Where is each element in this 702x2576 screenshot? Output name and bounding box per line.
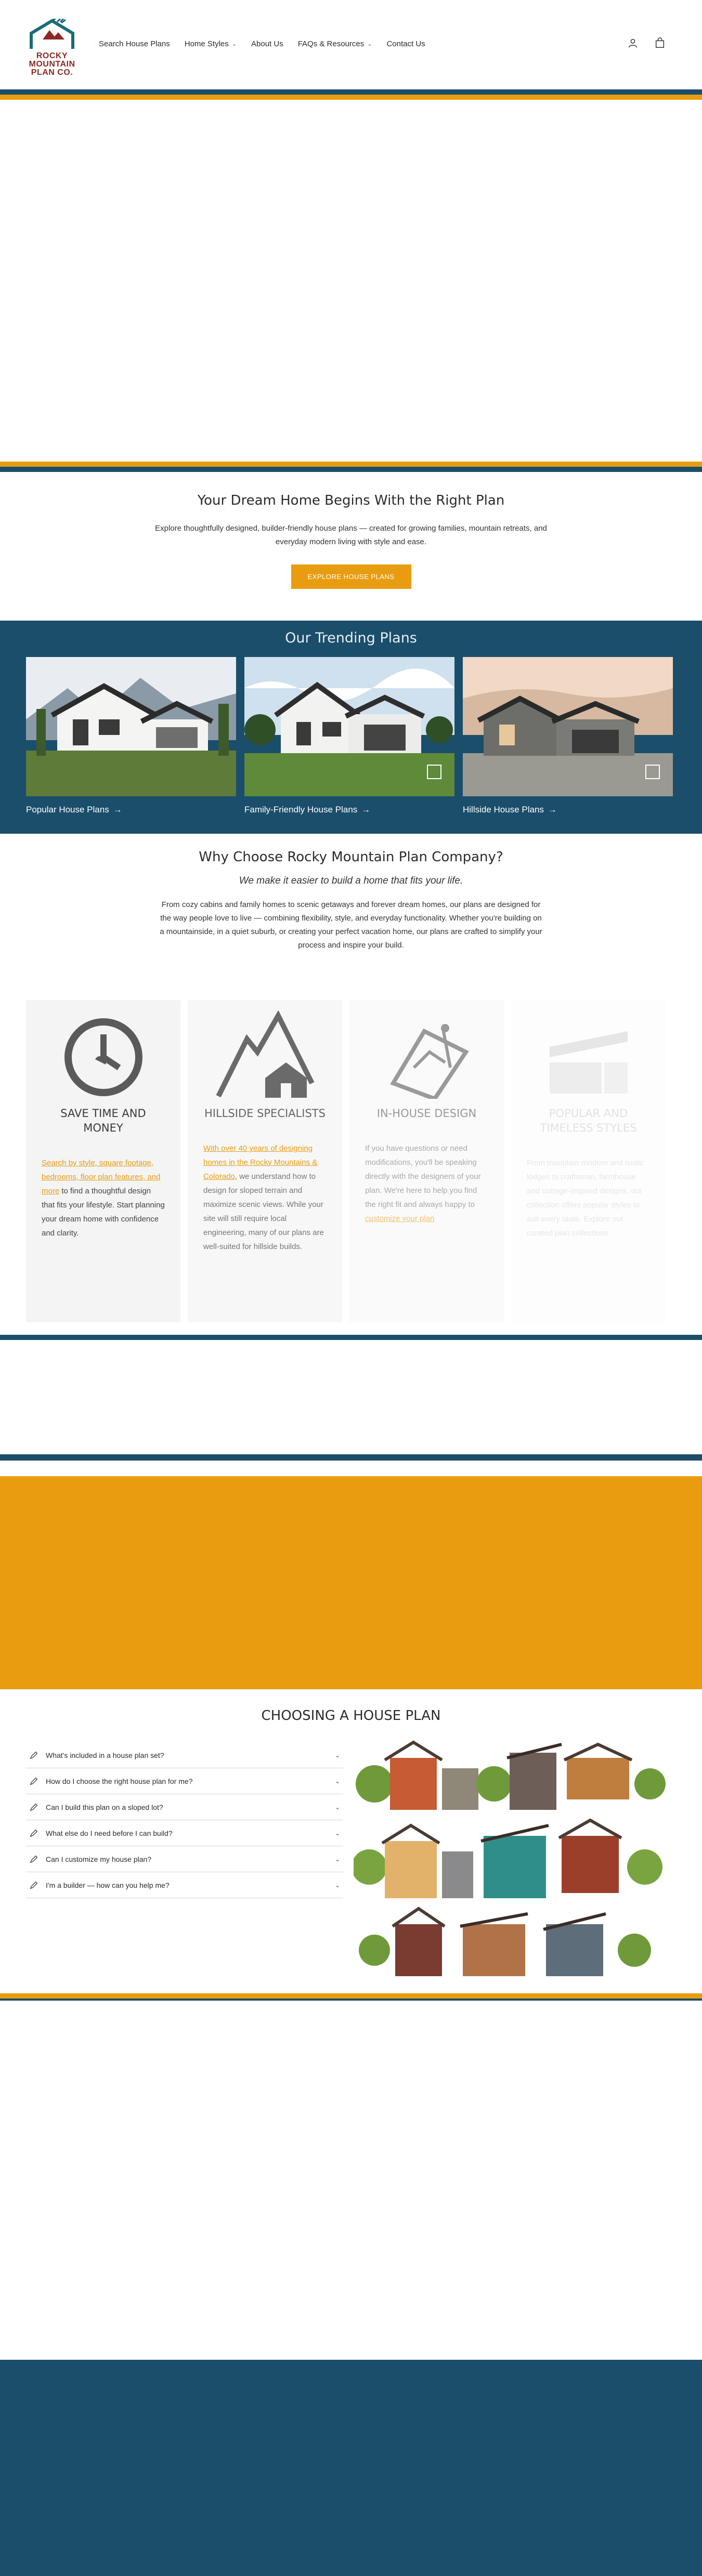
logo-line-1: ROCKY <box>36 51 68 60</box>
trending-section <box>0 621 702 834</box>
card-label-text: Hillside House Plans <box>463 805 544 814</box>
nav-label: Search House Plans <box>99 40 170 48</box>
feature-title: SAVE TIME AND MONEY <box>60 1107 146 1134</box>
feature-text-body: to find a thoughtful design that fits your lifestyle. Start planning your dream home with confidence and clarity. <box>42 1187 165 1238</box>
pencil-icon <box>29 1881 38 1890</box>
main-nav <box>99 40 425 48</box>
chevron-down-icon: ⌄ <box>334 1751 340 1759</box>
nav-label: About Us <box>251 40 283 48</box>
pencil-icon <box>29 1803 38 1812</box>
rocky-mountains-link[interactable]: With over 40 years of designing homes in the Rocky Mountains & Colorado <box>203 1144 318 1181</box>
logo[interactable] <box>26 19 78 76</box>
logo-text <box>26 52 78 77</box>
chevron-down-icon: ⌄ <box>334 1803 340 1811</box>
faq-item[interactable] <box>26 1846 343 1872</box>
pencil-icon <box>29 1751 38 1760</box>
arrow-right-icon: → <box>361 805 371 814</box>
feature-save-time <box>26 1000 180 1322</box>
chevron-down-icon: ⌄ <box>334 1829 340 1837</box>
hero-stripe <box>0 462 702 472</box>
chevron-down-icon: ⌄ <box>334 1855 340 1863</box>
stripe-gold <box>0 1993 702 1999</box>
feature-text-body: , we understand how to design for sloped terrain and maximize scenic views. While your site will still require local engineering, many of our plans are well-suited for hillside builds. <box>203 1172 324 1251</box>
bottom-navy-section <box>0 2360 702 2576</box>
trending-cards <box>26 657 673 815</box>
card-hillside[interactable] <box>463 657 673 815</box>
card-label[interactable] <box>463 805 673 815</box>
cart-icon[interactable] <box>654 37 666 49</box>
intro-section <box>0 477 702 621</box>
feature-cards <box>26 1000 666 1322</box>
faq-item[interactable] <box>26 1768 343 1794</box>
clock-icon <box>42 1000 165 1099</box>
faq-question: Can I build this plan on a sloped lot? <box>46 1803 163 1811</box>
pencil-icon <box>29 1855 38 1864</box>
card-image[interactable] <box>463 657 673 796</box>
search-by-style-link[interactable]: Search by style, square footage, bedrooms, floor plan features, and more <box>42 1159 161 1195</box>
faq-question: How do I choose the right house plan for me? <box>46 1777 193 1785</box>
account-icon[interactable] <box>627 37 639 49</box>
nav-label: Contact Us <box>386 40 425 48</box>
arrow-right-icon: → <box>548 805 557 814</box>
nav-home-styles[interactable] <box>185 40 237 48</box>
stripe-gold <box>0 95 702 100</box>
nav-label: Home Styles <box>184 40 229 48</box>
card-image[interactable] <box>26 657 236 796</box>
feature-title: IN-HOUSE DESIGN <box>376 1107 477 1120</box>
pre-gold-stripe <box>0 1454 702 1461</box>
house-sketches-image <box>354 1737 671 1981</box>
trending-title: Our Trending Plans <box>285 630 417 646</box>
logo-house-icon <box>26 19 78 50</box>
why-tagline: We make it easier to build a home that fits your life. <box>239 875 463 886</box>
pencil-icon <box>29 1829 38 1838</box>
faq-question: What's included in a house plan set? <box>46 1751 164 1759</box>
site-header <box>0 0 702 89</box>
card-label-text: Family-Friendly House Plans <box>244 805 358 814</box>
faq-question: Can I customize my house plan? <box>46 1855 152 1863</box>
header-stripe <box>0 89 702 100</box>
faq-question: I'm a builder — how can you help me? <box>46 1881 170 1889</box>
nav-contact-us[interactable] <box>386 40 425 48</box>
blank-section-2 <box>0 2006 702 2355</box>
feature-text: From mountain modern and rustic lodges to craftsman, farmhouse and cottage-inspired designs, our collection offers popular styles to suit every taste. Explore our curated plan collections. <box>527 1159 644 1238</box>
nav-search-house-plans[interactable] <box>99 40 170 48</box>
feature-text <box>365 1141 488 1226</box>
arrow-right-icon: → <box>113 805 122 814</box>
nav-label: FAQs & Resources <box>297 40 365 48</box>
faq-stripe <box>0 1993 702 2001</box>
why-stripe <box>0 1335 702 1340</box>
house-styles-icon <box>527 1000 650 1099</box>
chevron-down-icon: ⌄ <box>367 41 372 47</box>
feature-title: POPULAR AND TIMELESS STYLES <box>540 1107 637 1134</box>
customize-your-plan-link[interactable]: customize your plan <box>365 1214 435 1223</box>
faq-section <box>0 1689 702 1993</box>
why-title: Why Choose Rocky Mountain Plan Company? <box>199 849 503 865</box>
card-label[interactable] <box>244 805 454 815</box>
stripe-navy <box>0 89 702 95</box>
pencil-icon <box>29 1777 38 1786</box>
why-body: From cozy cabins and family homes to scenic getaways and forever dream homes, our plans are designed for the way people love to live — combining flexibility, style, and everyday functionality. Whether you're building on a mountainside, in a quiet suburb, or creating your perfect vacation home, our plans are crafted to simplify your process and inspire your build. <box>160 900 542 950</box>
faq-list <box>26 1742 343 1898</box>
logo-line-3: PLAN CO. <box>31 68 73 77</box>
logo-line-2: MOUNTAIN <box>29 60 75 69</box>
stripe-gold <box>0 462 702 467</box>
card-label[interactable] <box>26 805 236 815</box>
card-label-text: Popular House Plans <box>26 805 109 814</box>
feature-text-body: If you have questions or need modifications, you'll be speaking directly with the designers of your plan. We're here to help you find the right fit and always happy to <box>365 1144 481 1209</box>
stripe-navy <box>0 1454 702 1461</box>
header-icons <box>627 37 666 49</box>
faq-item[interactable] <box>26 1742 343 1768</box>
chevron-down-icon: ⌄ <box>334 1881 340 1889</box>
feature-in-house <box>349 1000 504 1322</box>
chevron-down-icon: ⌄ <box>231 41 237 47</box>
faq-item[interactable] <box>26 1872 343 1898</box>
blueprint-icon <box>365 1000 488 1099</box>
stripe-navy <box>0 1999 702 2001</box>
intro-title: Your Dream Home Begins With the Right Plan <box>197 493 505 508</box>
faq-item[interactable] <box>26 1794 343 1820</box>
gold-banner <box>0 1476 702 1689</box>
faq-title: CHOOSING A HOUSE PLAN <box>261 1708 441 1724</box>
card-family[interactable] <box>244 657 454 815</box>
feature-text <box>203 1141 327 1254</box>
chevron-down-icon: ⌄ <box>334 1777 340 1785</box>
feature-title: HILLSIDE SPECIALISTS <box>204 1107 326 1120</box>
card-image[interactable] <box>244 657 454 796</box>
feature-hillside <box>188 1000 342 1322</box>
stripe-navy <box>0 467 702 472</box>
intro-body: Explore thoughtfully designed, builder-friendly house plans — created for growing families, mountain retreats, and everyday modern living with style and ease. <box>155 524 547 546</box>
explore-house-plans-button[interactable]: EXPLORE HOUSE PLANS <box>291 564 411 589</box>
why-section <box>0 834 702 1335</box>
feature-text <box>42 1156 165 1240</box>
blank-section <box>0 1343 702 1454</box>
hero-area <box>0 103 702 462</box>
mountain-house-icon <box>203 1000 327 1099</box>
nav-about-us[interactable] <box>251 40 283 48</box>
faq-item[interactable] <box>26 1820 343 1846</box>
nav-faqs-resources[interactable] <box>298 40 372 48</box>
faq-question: What else do I need before I can build? <box>46 1829 173 1837</box>
feature-popular-styles <box>511 1000 666 1322</box>
card-popular[interactable] <box>26 657 236 815</box>
stripe-navy <box>0 1335 702 1340</box>
